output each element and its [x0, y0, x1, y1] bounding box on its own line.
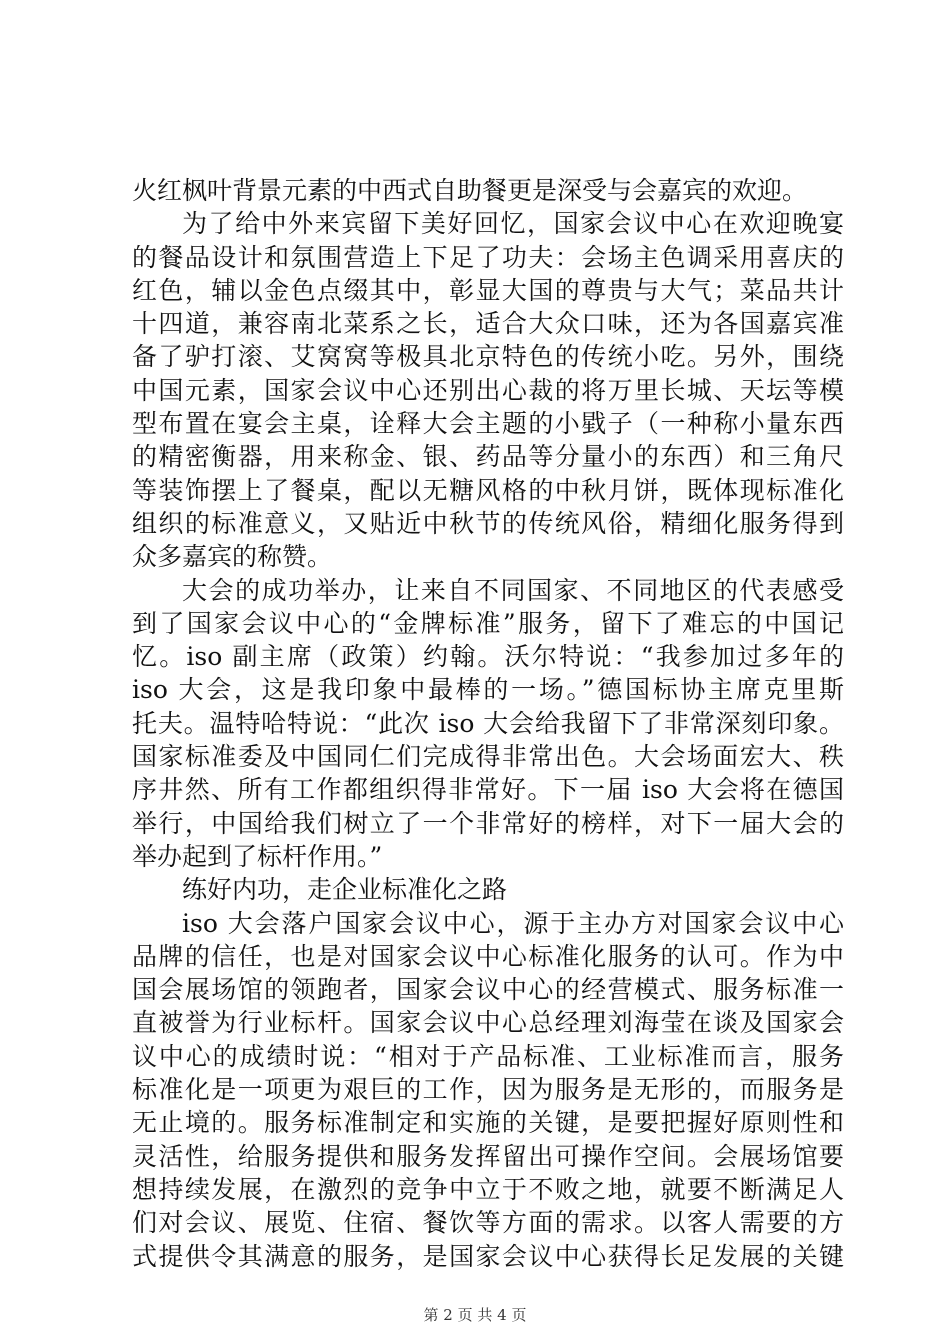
- text-line: 火红枫叶背景元素的中西式自助餐更是深受与会嘉宾的欢迎。: [132, 176, 808, 205]
- text-line: 举办起到了标杆作用。”: [132, 841, 383, 871]
- body-text: [132, 174, 844, 1273]
- text-line: 举行，中国给我们树立了一个非常好的榜样，对下一届大会的: [132, 808, 844, 838]
- text-line: 中国元素，国家会议中心还别出心裁的将万里长城、天坛等模: [132, 375, 844, 405]
- text-line: 大会的成功举办，让来自不同国家、不同地区的代表感受: [182, 575, 844, 605]
- text-line: 国会展场馆的领跑者，国家会议中心的经营模式、服务标准一: [132, 975, 844, 1005]
- text-line: 组织的标准意义，又贴近中秋节的传统风俗，精细化服务得到: [132, 508, 844, 538]
- text-line: 为了给中外来宾留下美好回忆，国家会议中心在欢迎晚宴: [182, 209, 844, 239]
- text-line: 的餐品设计和氛围营造上下足了功夫：会场主色调采用喜庆的: [132, 242, 844, 272]
- text-line: 无止境的。服务标准制定和实施的关键，是要把握好原则性和: [132, 1108, 844, 1138]
- text-line: 众多嘉宾的称赞。: [132, 542, 333, 572]
- text-line: 式提供令其满意的服务，是国家会议中心获得长足发展的关键: [132, 1241, 844, 1271]
- text-line: 们对会议、展览、住宿、餐饮等方面的需求。以客人需要的方: [132, 1208, 844, 1238]
- text-line: 品牌的信任，也是对国家会议中心标准化服务的认可。作为中: [132, 941, 844, 971]
- text-line: 直被誉为行业标杆。国家会议中心总经理刘海莹在谈及国家会: [132, 1008, 844, 1038]
- text-line: 十四道，兼容南北菜系之长，适合大众口味，还为各国嘉宾准: [132, 309, 844, 339]
- text-line: 到了国家会议中心的“金牌标准”服务，留下了难忘的中国记: [132, 608, 844, 638]
- text-line: 标准化是一项更为艰巨的工作，因为服务是无形的，而服务是: [132, 1075, 844, 1105]
- page-footer: 第 2 页 共 4 页: [423, 1306, 527, 1324]
- text-line: 灵活性，给服务提供和服务发挥留出可操作空间。会展场馆要: [132, 1141, 844, 1171]
- text-line: 议中心的成绩时说：“相对于产品标准、工业标准而言，服务: [132, 1041, 844, 1071]
- text-line: 国家标准委及中国同仁们完成得非常出色。大会场面宏大、秩: [132, 742, 844, 772]
- text-line: 备了驴打滚、艾窝窝等极具北京特色的传统小吃。另外，围绕: [132, 342, 844, 372]
- text-line: 等装饰摆上了餐桌，配以无糖风格的中秋月饼，既体现标准化: [132, 475, 844, 505]
- text-line: 的精密衡器，用来称金、银、药品等分量小的东西）和三角尺: [132, 442, 844, 472]
- text-line: 忆。iso 副主席（政策）约翰。沃尔特说：“我参加过多年的: [132, 642, 844, 672]
- text-line: 红色，辅以金色点缀其中，彰显大国的尊贵与大气；菜品共计: [132, 275, 844, 305]
- text-line: 练好内功，走企业标准化之路: [182, 875, 508, 905]
- text-line: 托夫。温特哈特说：“此次 iso 大会给我留下了非常深刻印象。: [132, 708, 844, 738]
- text-line: iso 大会落户国家会议中心，源于主办方对国家会议中心: [182, 908, 844, 938]
- text-line: 想持续发展，在激烈的竞争中立于不败之地，就要不断满足人: [132, 1174, 844, 1204]
- text-line: 型布置在宴会主桌，诠释大会主题的小戥子（一种称小量东西: [132, 409, 844, 439]
- text-line: 序井然、所有工作都组织得非常好。下一届 iso 大会将在德国: [132, 775, 844, 805]
- text-line: iso 大会，这是我印象中最棒的一场。”德国标协主席克里斯: [132, 675, 844, 705]
